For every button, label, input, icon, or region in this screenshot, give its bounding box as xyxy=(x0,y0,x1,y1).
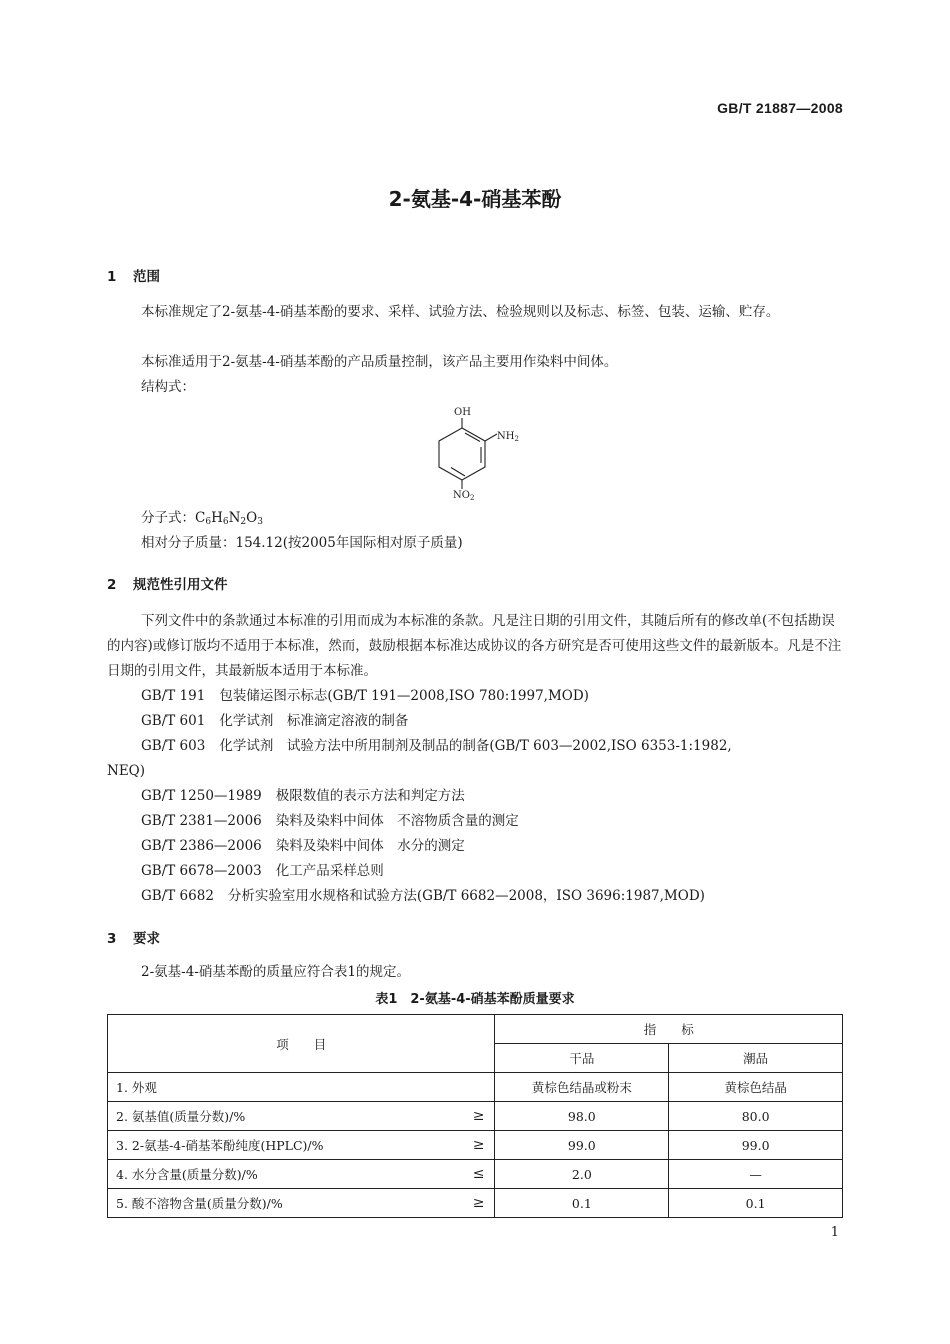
dry-value: 2.0 xyxy=(495,1160,669,1189)
molecular-mass: 相对分子质量：154.12(按2005年国际相对原子质量) xyxy=(141,535,463,551)
table-row xyxy=(108,1131,843,1160)
dry-value: 99.0 xyxy=(495,1131,669,1160)
section-number: 3 xyxy=(107,931,117,947)
section-number: 1 xyxy=(107,269,117,285)
dry-column-header: 干品 xyxy=(495,1044,669,1073)
ref-item: GB/T 2386—2006 染料及染料中间体 水分的测定 xyxy=(141,838,465,854)
dry-value: 98.0 xyxy=(495,1102,669,1131)
dry-value: 黄棕色结晶或粉末 xyxy=(495,1073,669,1102)
item-cell: 3. 2-氨基-4-硝基苯酚纯度(HPLC)/% ≥ xyxy=(108,1131,495,1160)
section-number: 2 xyxy=(107,577,117,593)
ref-item: GB/T 1250—1989 极限数值的表示方法和判定方法 xyxy=(141,788,465,804)
section-title: 要求 xyxy=(133,931,160,947)
document-title: 2-氨基-4-硝基苯酚 xyxy=(388,187,562,211)
structural-formula xyxy=(425,400,535,505)
page-number: 1 xyxy=(830,1225,839,1240)
ref-item: GB/T 603 化学试剂 试验方法中所用制剂及制品的制备(GB/T 603—2002,ISO 6353-1:1982, xyxy=(141,738,732,754)
section-3-heading xyxy=(107,927,160,947)
table-row xyxy=(108,1073,843,1102)
item-header: 项 目 xyxy=(108,1015,495,1073)
quality-requirements-table xyxy=(107,1014,843,1218)
dry-value: 0.1 xyxy=(495,1189,669,1218)
ref-item: GB/T 191 包装储运图示标志(GB/T 191—2008,ISO 780:1997,MOD) xyxy=(141,688,589,704)
requirement-text: 2-氨基-4-硝基苯酚的质量应符合表1的规定。 xyxy=(141,964,410,980)
item-cell: 1. 外观 xyxy=(108,1073,495,1102)
table-row xyxy=(108,1189,843,1218)
section-title: 规范性引用文件 xyxy=(133,577,228,593)
scope-paragraph-2: 本标准适用于2-氨基-4-硝基苯酚的产品质量控制，该产品主要用作染料中间体。 xyxy=(141,354,618,370)
ref-item-continuation: NEQ) xyxy=(107,763,146,779)
formula-value: $C_6H_6N_2O_3$ xyxy=(195,510,263,527)
wet-value: 80.0 xyxy=(669,1102,843,1131)
standard-number: GB/T 21887—2008 xyxy=(717,100,843,116)
section-2-heading xyxy=(107,573,228,593)
table-row xyxy=(108,1102,843,1131)
wet-value: 0.1 xyxy=(669,1189,843,1218)
section-1-heading xyxy=(107,265,160,285)
structure-label: 结构式： xyxy=(141,379,195,395)
benzene-ring xyxy=(439,418,497,489)
ref-item: GB/T 601 化学试剂 标准滴定溶液的制备 xyxy=(141,713,409,729)
item-cell: 5. 酸不溶物含量(质量分数)/% ≥ xyxy=(108,1189,495,1218)
index-header: 指 标 xyxy=(495,1015,843,1044)
item-cell: 2. 氨基值(质量分数)/% ≥ xyxy=(108,1102,495,1131)
wet-value: 黄棕色结晶 xyxy=(669,1073,843,1102)
no2-label: $NO_2$ xyxy=(453,490,475,502)
table-row xyxy=(108,1160,843,1189)
table-caption: 表1 2-氨基-4-硝基苯酚质量要求 xyxy=(375,992,575,1007)
oh-label: OH xyxy=(454,407,471,418)
ref-item: GB/T 2381—2006 染料及染料中间体 不溶物质含量的测定 xyxy=(141,813,519,829)
wet-value: 99.0 xyxy=(669,1131,843,1160)
ref-item: GB/T 6682 分析实验室用水规格和试验方法(GB/T 6682—2008，ISO 3696:1987,MOD) xyxy=(141,888,705,904)
wet-column-header: 潮品 xyxy=(669,1044,843,1073)
formula-label: 分子式： xyxy=(141,510,195,526)
item-cell: 4. 水分含量(质量分数)/% ≤ xyxy=(108,1160,495,1189)
scope-paragraph-1: 本标准规定了2-氨基-4-硝基苯酚的要求、采样、试验方法、检验规则以及标志、标签、包装、运输、贮存。 xyxy=(141,304,780,320)
nh2-label: $NH_2$ xyxy=(497,431,519,443)
wet-value: — xyxy=(669,1160,843,1189)
refs-intro: 下列文件中的条款通过本标准的引用而成为本标准的条款。凡是注日期的引用文件，其随后所有的修改单(不包括勘误的内容)或修订版均不适用于本标准，然而，鼓励根据本标准达成协议的各方研究是否可使用这些文件的最新版本。凡是不注日期的引用文件，其最新版本适用于本标准。 xyxy=(107,613,842,679)
ref-item: GB/T 6678—2003 化工产品采样总则 xyxy=(141,863,384,879)
section-title: 范围 xyxy=(133,269,160,285)
